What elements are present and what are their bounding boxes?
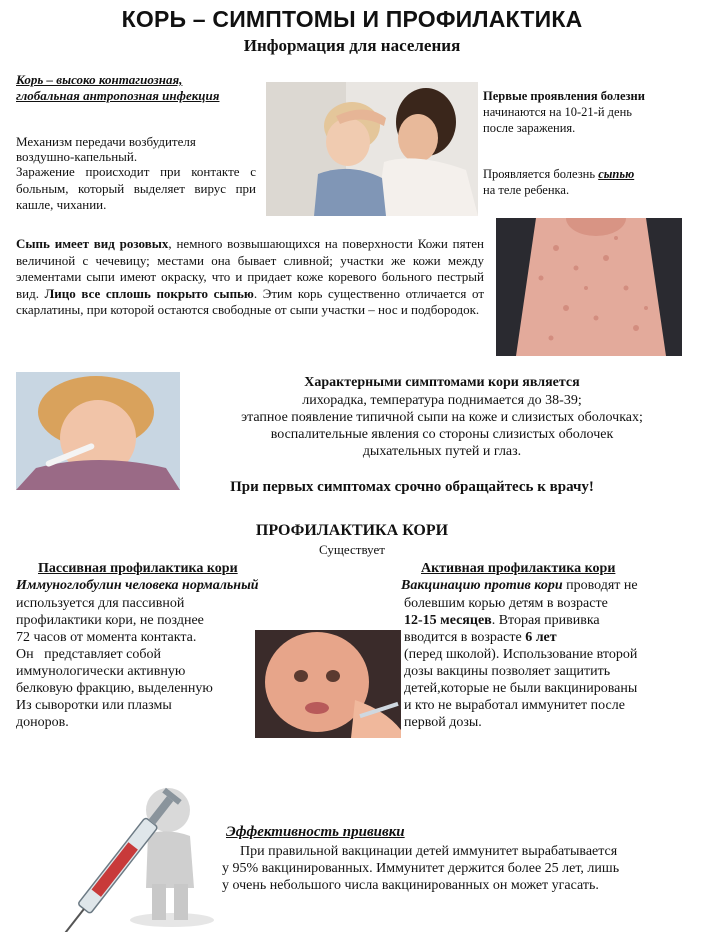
second-dose-age: 6 лет <box>525 630 557 645</box>
rash-lead-bold: Сыпь имеет вид розовых <box>16 236 169 251</box>
symptom-inflammation: воспалительные явления со стороны слизистых оболочек <box>270 427 614 442</box>
rash-manifest-prefix: Проявляется болезнь <box>483 167 596 181</box>
second-dose-prefix: вводится в возрасте <box>404 630 526 645</box>
symptoms-heading: Характерными симптомами кори является <box>304 375 580 390</box>
onset-line-2: начинаются на 10-21-й день <box>483 105 632 119</box>
face-rash-rest: . Этим корь существенно отличается от скарлатины, при которой остаются свободные от сыпи участки – нос и подбородок. <box>16 285 485 317</box>
immunoglobulin-name: Иммуноглобулин человека нормальный <box>16 578 259 593</box>
rash-description <box>16 236 484 319</box>
vaccination-bold: Вакцинацию против кори <box>401 578 563 593</box>
active-line-4 <box>404 629 704 647</box>
active-line-8: и кто не выработал иммунитет после <box>404 698 625 713</box>
rash-lead-rest: , немного возвышающихся на поверхности <box>168 236 413 251</box>
mechanism-line-1: Механизм передачи возбудителя <box>16 134 196 149</box>
page-subtitle: Информация для населения <box>243 36 461 55</box>
first-dose-rest: . Вторая прививка <box>491 613 600 628</box>
rash-skin-photo <box>496 218 682 356</box>
passive-prevention-title: Пассивная профилактика кори <box>38 561 238 576</box>
passive-line-7: Из сыворотки или плазмы <box>16 698 172 713</box>
see-doctor-callout: При первых симптомах срочно обращайтесь к врачу! <box>230 479 594 495</box>
efficacy-line-1: При правильной вакцинации детей иммунитет вырабатывается <box>240 844 618 859</box>
rash-word: сыпью <box>598 167 635 181</box>
active-line-1 <box>401 577 701 595</box>
prevention-exists: Существует <box>319 542 385 557</box>
passive-line-1: используется для пассивной <box>16 596 185 611</box>
definition-line-2: глобальная антропозная инфекция <box>16 88 220 103</box>
sick-child-thermometer-photo <box>16 372 180 490</box>
symptom-fever: лихорадка, температура поднимается до 38-39; <box>302 393 582 408</box>
onset-heading: Первые проявления болезни <box>483 89 645 103</box>
face-rash-bold: Лицо все сплошь покрыто сыпью <box>44 285 254 301</box>
prevention-heading: ПРОФИЛАКТИКА КОРИ <box>255 522 449 539</box>
vaccination-rest: проводят не <box>562 578 638 593</box>
definition-line-1: Корь – высоко контагиозная, <box>16 72 183 87</box>
symptom-airways: дыхательных путей и глаз. <box>362 444 522 459</box>
rash-body: Кожи пятен величиной с чечевицу; местами она бывает сливной; участки же кожи между элементами сыпи имеют окраску, что и придает коже коревого больного пестрый вид. <box>16 236 485 301</box>
passive-line-3: 72 часов от момента контакта. <box>16 630 197 645</box>
active-line-7: детей,которые не были вакцинированы <box>404 681 638 696</box>
active-line-5: (перед школой). Использование второй <box>404 647 638 662</box>
passive-line-2: профилактики кори, не позднее <box>16 613 204 628</box>
syringe-figure-illustration <box>22 770 218 932</box>
passive-line-8: доноров. <box>16 715 69 730</box>
rash-manifest-line-2: на теле ребенка. <box>483 183 570 197</box>
efficacy-line-3: у очень небольшого числа вакцинированных он может угасать. <box>222 878 599 893</box>
infection-text: Заражение происходит при контакте с больным, который выделяет вирус при кашле, чихании. <box>16 164 256 212</box>
active-line-2: болевшим корью детям в возрасте <box>404 596 608 611</box>
first-dose-age: 12-15 месяцев <box>404 613 492 628</box>
active-line-6: дозы вакцины позволяет защитить <box>404 664 611 679</box>
mechanism-line-2: воздушно-капельный. <box>16 149 138 164</box>
page-title: КОРЬ – СИМПТОМЫ И ПРОФИЛАКТИКА <box>121 6 583 32</box>
efficacy-title: Эффективность прививки <box>226 824 405 840</box>
symptom-rash: этапное появление типичной сыпи на коже и слизистых оболочках; <box>241 410 643 425</box>
active-line-9: первой дозы. <box>404 715 482 730</box>
efficacy-line-2: у 95% вакцинированных. Иммунитет держится более 25 лет, лишь <box>222 861 620 876</box>
passive-line-5: иммунологически активную <box>16 664 186 679</box>
mother-child-photo <box>266 82 478 216</box>
rash-manifest-line-1 <box>483 166 698 183</box>
active-line-3 <box>404 612 704 630</box>
passive-line-6: белковую фракцию, выделенную <box>16 681 213 696</box>
onset-line-3: после заражения. <box>483 121 576 135</box>
baby-vaccination-photo <box>255 630 401 738</box>
active-prevention-title: Активная профилактика кори <box>421 561 616 576</box>
passive-line-4: Он представляет собой <box>16 647 161 662</box>
